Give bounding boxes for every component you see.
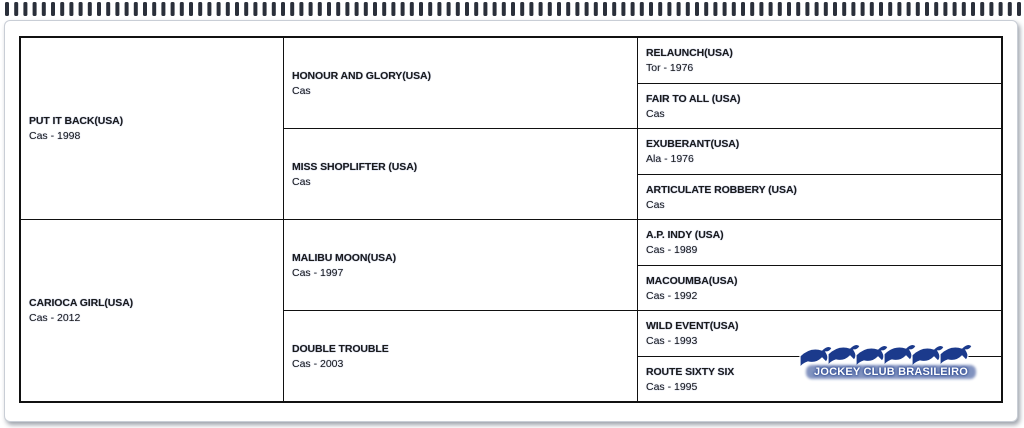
spiral-ring bbox=[649, 2, 653, 16]
spiral-ring bbox=[916, 2, 920, 16]
dam-cell bbox=[21, 220, 284, 401]
paternal-grandsire-cell bbox=[284, 38, 638, 129]
gen3-cell-4 bbox=[638, 175, 1001, 220]
spiral-ring bbox=[861, 2, 865, 16]
gen3-info-8: Cas - 1995 bbox=[646, 380, 698, 393]
spiral-ring bbox=[842, 2, 846, 16]
spiral-ring bbox=[962, 2, 966, 16]
spiral-ring bbox=[989, 2, 993, 16]
spiral-ring bbox=[934, 2, 938, 16]
gen3-cell-3 bbox=[638, 129, 1001, 175]
spiral-ring bbox=[152, 2, 156, 16]
spiral-ring bbox=[226, 2, 230, 16]
gen3-name-6: MACOUMBA(USA) bbox=[646, 274, 738, 287]
spiral-ring bbox=[447, 2, 451, 16]
spiral-ring bbox=[42, 2, 46, 16]
spiral-ring bbox=[502, 2, 506, 16]
spiral-ring bbox=[925, 2, 929, 16]
spiral-ring bbox=[51, 2, 55, 16]
spiral-ring bbox=[272, 2, 276, 16]
spiral-ring bbox=[23, 2, 27, 16]
spiral-ring bbox=[732, 2, 736, 16]
maternal-granddam-name: DOUBLE TROUBLE bbox=[292, 342, 389, 355]
spiral-ring bbox=[217, 2, 221, 16]
gen3-info-1: Tor - 1976 bbox=[646, 62, 694, 74]
maternal-grandsire-name: MALIBU MOON(USA) bbox=[292, 251, 396, 264]
spiral-ring bbox=[410, 2, 414, 16]
spiral-ring bbox=[69, 2, 73, 16]
spiral-ring bbox=[106, 2, 110, 16]
dam-name: CARIOCA GIRL(USA) bbox=[29, 297, 134, 309]
spiral-ring bbox=[391, 2, 395, 16]
spiral-ring bbox=[115, 2, 119, 16]
maternal-granddam-info: Cas - 2003 bbox=[292, 357, 344, 370]
jockey-club-logo bbox=[796, 338, 986, 382]
spiral-ring bbox=[511, 2, 515, 16]
spiral-ring bbox=[33, 2, 37, 16]
spiral-ring bbox=[180, 2, 184, 16]
spiral-ring bbox=[667, 2, 671, 16]
watermark-text: JOCKEY CLUB BRASILEIRO bbox=[814, 366, 968, 378]
spiral-ring bbox=[695, 2, 699, 16]
spiral-ring bbox=[437, 2, 441, 16]
spiral-ring bbox=[125, 2, 129, 16]
spiral-ring bbox=[134, 2, 138, 16]
spiral-ring bbox=[575, 2, 579, 16]
spiral-ring bbox=[621, 2, 625, 16]
spiral-ring bbox=[373, 2, 377, 16]
gen3-name-5: A.P. INDY (USA) bbox=[646, 229, 724, 241]
spiral-ring bbox=[888, 2, 892, 16]
paternal-granddam-info: Cas bbox=[292, 175, 311, 188]
gen3-info-5: Cas - 1989 bbox=[646, 244, 698, 256]
gen3-name-7: WILD EVENT(USA) bbox=[646, 320, 739, 332]
spiral-ring bbox=[585, 2, 589, 16]
spiral-ring bbox=[723, 2, 727, 16]
gen3-info-4: Cas bbox=[646, 198, 665, 211]
spiral-ring bbox=[520, 2, 524, 16]
gen3-name-4: ARTICULATE ROBBERY (USA) bbox=[646, 183, 797, 196]
spiral-ring bbox=[14, 2, 18, 16]
spiral-ring bbox=[198, 2, 202, 16]
spiral-ring bbox=[824, 2, 828, 16]
spiral-ring bbox=[612, 2, 616, 16]
spiral-ring bbox=[980, 2, 984, 16]
spiral-ring bbox=[244, 2, 248, 16]
spiral-ring bbox=[428, 2, 432, 16]
gen3-name-2: FAIR TO ALL (USA) bbox=[646, 92, 741, 105]
spiral-ring bbox=[778, 2, 782, 16]
spiral-ring bbox=[999, 2, 1003, 16]
paternal-granddam-name: MISS SHOPLIFTER (USA) bbox=[292, 160, 418, 173]
spiral-ring bbox=[364, 2, 368, 16]
spiral-ring bbox=[143, 2, 147, 16]
spiral-ring bbox=[79, 2, 83, 16]
spiral-ring bbox=[336, 2, 340, 16]
paternal-grandsire-info: Cas bbox=[292, 84, 311, 97]
gen3-name-1: RELAUNCH(USA) bbox=[646, 47, 733, 59]
maternal-grandsire-cell bbox=[284, 220, 638, 311]
spiral-ring bbox=[833, 2, 837, 16]
spiral-ring bbox=[309, 2, 313, 16]
spiral-ring bbox=[686, 2, 690, 16]
spiral-ring bbox=[851, 2, 855, 16]
gen3-cell-2 bbox=[638, 84, 1001, 129]
spiral-ring bbox=[603, 2, 607, 16]
spiral-ring bbox=[631, 2, 635, 16]
spiral-ring bbox=[741, 2, 745, 16]
gen3-info-6: Cas - 1992 bbox=[646, 289, 698, 302]
spiral-ring bbox=[401, 2, 405, 16]
spiral-ring bbox=[493, 2, 497, 16]
gen3-name-8: ROUTE SIXTY SIX bbox=[646, 365, 735, 378]
gen3-info-7: Cas - 1993 bbox=[646, 335, 698, 347]
spiral-ring bbox=[483, 2, 487, 16]
spiral-ring bbox=[253, 2, 257, 16]
spiral-ring bbox=[281, 2, 285, 16]
spiral-ring bbox=[796, 2, 800, 16]
spiral-ring bbox=[97, 2, 101, 16]
spiral-ring bbox=[355, 2, 359, 16]
spiral-ring bbox=[658, 2, 662, 16]
spiral-ring bbox=[189, 2, 193, 16]
spiral-ring bbox=[5, 2, 9, 16]
spiral-ring bbox=[805, 2, 809, 16]
spiral-ring bbox=[787, 2, 791, 16]
gen3-cell-1 bbox=[638, 38, 1001, 84]
sire-cell bbox=[21, 38, 284, 220]
spiral-ring bbox=[539, 2, 543, 16]
gen3-cell-6 bbox=[638, 266, 1001, 311]
spiral-ring bbox=[235, 2, 239, 16]
spiral-ring bbox=[907, 2, 911, 16]
spiral-ring bbox=[171, 2, 175, 16]
spiral-ring bbox=[1008, 2, 1012, 16]
spiral-ring bbox=[456, 2, 460, 16]
spiral-ring bbox=[704, 2, 708, 16]
spiral-ring bbox=[971, 2, 975, 16]
spiral-ring bbox=[943, 2, 947, 16]
spiral-ring bbox=[769, 2, 773, 16]
spiral-ring bbox=[465, 2, 469, 16]
spiral-ring bbox=[557, 2, 561, 16]
spiral-ring bbox=[419, 2, 423, 16]
spiral-ring bbox=[161, 2, 165, 16]
spiral-ring bbox=[759, 2, 763, 16]
sire-info: Cas - 1998 bbox=[29, 130, 81, 142]
spiral-ring bbox=[566, 2, 570, 16]
spiral-ring bbox=[327, 2, 331, 16]
spiral-ring bbox=[474, 2, 478, 16]
spiral-ring bbox=[263, 2, 267, 16]
spiral-ring bbox=[677, 2, 681, 16]
spiral-ring bbox=[713, 2, 717, 16]
gen3-cell-5 bbox=[638, 220, 1001, 266]
spiral-ring bbox=[529, 2, 533, 16]
spiral-ring bbox=[345, 2, 349, 16]
dam-info: Cas - 2012 bbox=[29, 312, 81, 324]
spiral-ring bbox=[299, 2, 303, 16]
paternal-grandsire-name: HONOUR AND GLORY(USA) bbox=[292, 69, 431, 82]
spiral-ring bbox=[815, 2, 819, 16]
maternal-granddam-cell bbox=[284, 311, 638, 401]
spiral-ring bbox=[897, 2, 901, 16]
gen3-info-2: Cas bbox=[646, 107, 665, 120]
spiral-ring bbox=[60, 2, 64, 16]
sire-name: PUT IT BACK(USA) bbox=[29, 115, 124, 127]
spiral-ring bbox=[88, 2, 92, 16]
gen3-info-3: Ala - 1976 bbox=[646, 153, 694, 165]
spiral-ring bbox=[750, 2, 754, 16]
spiral-ring bbox=[382, 2, 386, 16]
spiral-ring bbox=[870, 2, 874, 16]
spiral-ring bbox=[548, 2, 552, 16]
paternal-granddam-cell bbox=[284, 129, 638, 220]
spiral-ring bbox=[290, 2, 294, 16]
gen3-name-3: EXUBERANT(USA) bbox=[646, 138, 740, 150]
spiral-ring bbox=[1017, 2, 1021, 16]
spiral-ring bbox=[594, 2, 598, 16]
spiral-ring bbox=[879, 2, 883, 16]
spiral-ring bbox=[318, 2, 322, 16]
spiral-ring bbox=[953, 2, 957, 16]
spiral-ring bbox=[207, 2, 211, 16]
maternal-grandsire-info: Cas - 1997 bbox=[292, 266, 344, 279]
spiral-ring bbox=[640, 2, 644, 16]
